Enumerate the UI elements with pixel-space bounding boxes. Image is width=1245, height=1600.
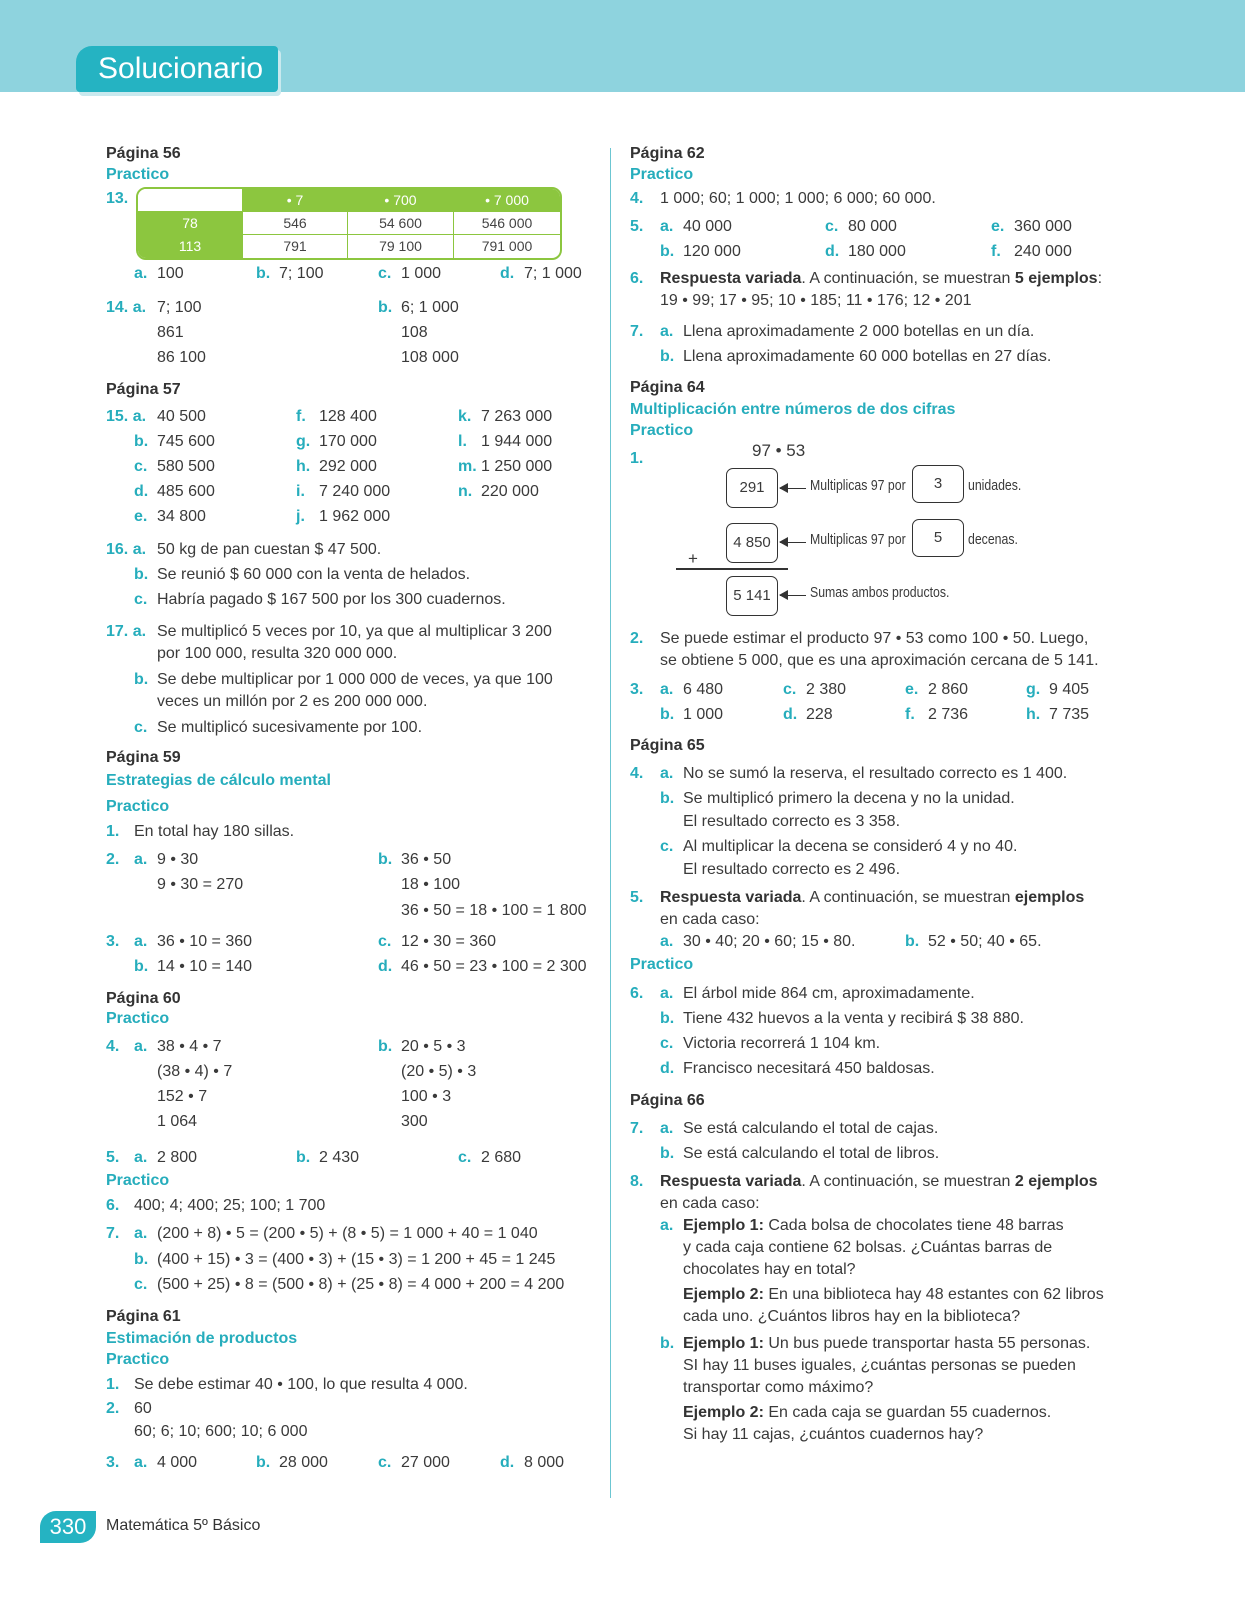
answer-text: SI hay 11 buses iguales, ¿cuántas personas se pueden [683,1357,1076,1374]
answer-text: 7; 100 [279,265,324,282]
answer-text: Se multiplicó primero la decena y no la unidad. [683,790,1015,807]
item-number: 7. [106,1225,120,1242]
item-number: 4. [630,190,644,207]
section-heading: Practico [106,1351,170,1368]
answer-text: 1 250 000 [481,458,553,475]
item-number: f. [296,408,306,425]
page-heading: Página 65 [630,737,705,754]
answer-text: 40 000 [683,218,732,235]
answer-text: Llena aproximadamente 60 000 botellas en 27 días. [683,348,1052,365]
item-number: b. [378,299,393,316]
answer-text: Se multiplicó sucesivamente por 100. [157,719,423,736]
item-number: b. [660,348,675,365]
item-number: b. [134,1251,149,1268]
item-number: f. [991,243,1001,260]
item-number: b. [660,243,675,260]
item-number: b. [660,706,675,723]
answer-text: 228 [806,706,833,723]
answer-text: 2 430 [319,1149,360,1166]
item-number: b. [660,1010,675,1027]
item-number: e. [134,508,148,525]
answer-text: 120 000 [683,243,741,260]
section-title-tab [76,46,278,92]
item-number: a. [134,1454,148,1471]
answer-text: 360 000 [1014,218,1072,235]
answer-text: 220 000 [481,483,539,500]
item-number: a. [660,765,674,782]
item-number: 3. [630,681,644,698]
answer-text: 7; 100 [157,299,202,316]
answer-text: 152 • 7 [157,1088,208,1105]
item-number: a. [660,985,674,1002]
item-number: 7. [630,1120,644,1137]
answer-text: 1 000; 60; 1 000; 1 000; 6 000; 60 000. [660,190,936,207]
answer-text: 34 800 [157,508,206,525]
answer-text: 9 405 [1049,681,1090,698]
answer-text: No se sumó la reserva, el resultado correcto es 1 400. [683,765,1068,782]
item-number: 2. [106,851,120,868]
item-number: a. [134,1225,148,1242]
answer-text: 485 600 [157,483,215,500]
answer-text: y cada caja contiene 62 bolsas. ¿Cuántas barras de [683,1239,1053,1256]
answer-text: 1 064 [157,1113,198,1130]
item-number: c. [458,1149,472,1166]
section-title: Solucionario [98,52,264,85]
table-row-header: 78 [138,212,242,234]
answer-text: 1 962 000 [319,508,391,525]
answer-text: Ejemplo 1: Cada bolsa de chocolates tiene 48 barras [683,1217,1064,1234]
item-number: c. [660,838,674,855]
answer-text: 52 • 50; 40 • 65. [928,933,1042,950]
answer-text: Si hay 11 cajas, ¿cuántos cuadernos hay? [683,1426,984,1443]
section-heading: Practico [106,1172,170,1189]
item-number: j. [296,508,305,525]
item-number: e. [905,681,919,698]
answer-text: 7 263 000 [481,408,553,425]
table-cell: 54 600 [379,215,422,231]
answer-text: 9 • 30 = 270 [157,876,244,893]
item-number: a. [660,323,674,340]
section-heading: Multiplicación entre números de dos cifras [630,401,956,418]
item-number: 15. a. [106,408,147,425]
answer-text: 300 [401,1113,428,1130]
item-number: 6. [630,985,644,1002]
item-number: n. [458,483,473,500]
answer-text: Ejemplo 1: Un bus puede transportar hasta 55 personas. [683,1335,1091,1352]
item-number: c. [134,591,148,608]
answer-text: 100 • 3 [401,1088,452,1105]
item-number: f. [905,706,915,723]
answer-text: 60; 6; 10; 600; 10; 6 000 [134,1423,308,1440]
item-number: e. [991,218,1005,235]
item-number: k. [458,408,472,425]
item-number: 13. [106,190,129,207]
diagram-label: Sumas ambos productos. [810,584,950,601]
item-number: 14. a. [106,299,147,316]
answer-text: 28 000 [279,1454,328,1471]
item-number: b. [134,671,149,688]
item-number: 8. [630,1173,644,1190]
answer-text: El resultado correcto es 3 358. [683,813,901,830]
item-number: 1. [106,823,120,840]
answer-text: El resultado correcto es 2 496. [683,861,901,878]
answer-text: Se puede estimar el producto 97 • 53 como 100 • 50. Luego, [660,630,1089,647]
answer-text: (500 + 25) • 8 = (500 • 8) + (25 • 8) = 4 000 + 200 = 4 200 [157,1276,565,1293]
item-number: g. [1026,681,1041,698]
answer-text: Se debe multiplicar por 1 000 000 de veces, ya que 100 [157,671,553,688]
page-heading: Página 61 [106,1308,181,1325]
item-number: a. [660,933,674,950]
page-heading: Página 57 [106,381,181,398]
table-cell: 546 [283,215,307,231]
answer-text: 7 735 [1049,706,1090,723]
item-number: 6. [630,270,644,287]
answer-text: en cada caso: [660,1195,760,1212]
multiplication-table [136,187,562,260]
product-box: 4 850 [726,523,778,563]
item-number: 2. [630,630,644,647]
answer-text: 7; 1 000 [524,265,582,282]
sum-box: 5 141 [726,576,778,616]
plus-sign: + [688,549,698,568]
page-number: 330 [40,1511,96,1543]
answer-text: Tiene 432 huevos a la venta y recibirá $ 38 880. [683,1010,1024,1027]
item-number: c. [134,458,148,475]
answer-text: 27 000 [401,1454,450,1471]
diagram-label: Multiplicas 97 por [810,531,906,548]
item-number: a. [660,218,674,235]
item-number: 4. [630,765,644,782]
item-number: b. [296,1149,311,1166]
item-number: g. [296,433,311,450]
item-number: d. [500,265,515,282]
answer-text: transportar como máximo? [683,1379,874,1396]
item-number: b. [256,265,271,282]
page-heading: Página 56 [106,145,181,162]
answer-text: 1 000 [401,265,442,282]
item-number: 16. a. [106,541,147,558]
answer-text: 861 [157,324,184,341]
item-number: 5. [630,889,644,906]
answer-text: 580 500 [157,458,215,475]
item-number: l. [458,433,467,450]
answer-text: 30 • 40; 20 • 60; 15 • 80. [683,933,856,950]
item-number: m. [458,458,477,475]
section-heading: Practico [630,166,694,183]
item-number: 4. [106,1038,120,1055]
item-number: 7. [630,323,644,340]
item-number: c. [134,719,148,736]
item-number: c. [825,218,839,235]
item-number: a. [660,1120,674,1137]
answer-text: Se debe estimar 40 • 100, lo que resulta 4 000. [134,1376,468,1393]
table-cell: 546 000 [481,215,533,231]
answer-text: 80 000 [848,218,897,235]
book-title: Matemática 5º Básico [106,1517,261,1534]
answer-text: 14 • 10 = 140 [157,958,253,975]
item-number: a. [134,1038,148,1055]
table-header: • 7 [243,189,347,211]
answer-text: 50 kg de pan cuestan $ 47 500. [157,541,382,558]
section-heading: Estimación de productos [106,1330,298,1347]
section-heading: Practico [630,422,694,439]
answer-text: 2 680 [481,1149,522,1166]
answer-text: 38 • 4 • 7 [157,1038,222,1055]
diagram-label: decenas. [968,531,1018,548]
sum-line [676,568,788,570]
item-number: c. [660,1035,674,1052]
answer-text: Se está calculando el total de libros. [683,1145,940,1162]
item-number: c. [378,933,392,950]
answer-text: en cada caso: [660,911,760,928]
answer-text: 1 944 000 [481,433,553,450]
item-number: 2. [106,1400,120,1417]
diagram-operation: 97 • 53 [752,441,806,460]
item-number: a. [134,265,148,282]
answer-text: 20 • 5 • 3 [401,1038,466,1055]
answer-text: 46 • 50 = 23 • 100 = 2 300 [401,958,587,975]
answer-text: chocolates hay en total? [683,1261,856,1278]
answer-text: (20 • 5) • 3 [401,1063,477,1080]
answer-text: 36 • 50 = 18 • 100 = 1 800 [401,902,587,919]
diagram-label: Multiplicas 97 por [810,477,906,494]
page-heading: Página 62 [630,145,705,162]
answer-text: 2 860 [928,681,969,698]
answer-text: 745 600 [157,433,215,450]
item-number: c. [378,1454,392,1471]
item-number: b. [256,1454,271,1471]
item-number: b. [134,958,149,975]
item-number: c. [783,681,797,698]
item-number: 3. [106,1454,120,1471]
answer-text: Ejemplo 2: En cada caja se guardan 55 cuadernos. [683,1404,1052,1421]
item-number: a. [660,1217,674,1234]
page-heading: Página 60 [106,990,181,1007]
answer-text: 8 000 [524,1454,565,1471]
section-heading: Practico [106,798,170,815]
item-number: a. [134,933,148,950]
section-heading: Estrategias de cálculo mental [106,772,331,789]
answer-text: 4 000 [157,1454,198,1471]
answer-text: se obtiene 5 000, que es una aproximación cercana de 5 141. [660,652,1099,669]
section-heading: Practico [630,956,694,973]
answer-text: (200 + 8) • 5 = (200 • 5) + (8 • 5) = 1 000 + 40 = 1 040 [157,1225,538,1242]
page-heading: Página 59 [106,749,181,766]
product-box: 291 [726,468,778,508]
answer-text: 292 000 [319,458,377,475]
item-number: a. [660,681,674,698]
table-header: • 700 [348,189,453,211]
answer-text: Se está calculando el total de cajas. [683,1120,939,1137]
table-cell: 791 [283,238,307,254]
item-number: h. [1026,706,1041,723]
table-cell: 791 000 [481,238,533,254]
answer-text: 128 400 [319,408,377,425]
answer-text: Llena aproximadamente 2 000 botellas en un día. [683,323,1035,340]
item-number: b. [660,1335,675,1352]
answer-text: 240 000 [1014,243,1072,260]
digit-box: 3 [912,465,964,503]
answer-text: 60 [134,1400,152,1417]
table-header: • 7 000 [454,189,560,211]
item-number: a. [134,1149,148,1166]
answer-text: Respuesta variada. A continuación, se muestran ejemplos [660,889,1085,906]
item-number: 5. [106,1149,120,1166]
item-number: b. [378,851,393,868]
answer-text: El árbol mide 864 cm, aproximadamente. [683,985,975,1002]
answer-text: Se multiplicó 5 veces por 10, ya que al multiplicar 3 200 [157,623,552,640]
answer-text: Ejemplo 2: En una biblioteca hay 48 estantes con 62 libros [683,1286,1104,1303]
item-number: c. [134,1276,148,1293]
table-cell: 79 100 [379,238,422,254]
answer-text: Respuesta variada. A continuación, se muestran 5 ejemplos: [660,270,1103,287]
answer-text: 7 240 000 [319,483,391,500]
answer-text: Respuesta variada. A continuación, se muestran 2 ejemplos [660,1173,1098,1190]
item-number: d. [134,483,149,500]
answer-text: 86 100 [157,349,206,366]
answer-text: 2 736 [928,706,969,723]
answer-text: veces un millón por 2 es 200 000 000. [157,693,428,710]
answer-text: cada uno. ¿Cuántos libros hay en la biblioteca? [683,1308,1021,1325]
answer-text: 1 000 [683,706,724,723]
item-number: 3. [106,933,120,950]
answer-text: 108 000 [401,349,459,366]
item-number: c. [378,265,392,282]
answer-text: 180 000 [848,243,906,260]
answer-text: Victoria recorrerá 1 104 km. [683,1035,881,1052]
item-number: d. [825,243,840,260]
answer-text: Se reunió $ 60 000 con la venta de helados. [157,566,471,583]
answer-text: 6 480 [683,681,724,698]
answer-text: Habría pagado $ 167 500 por los 300 cuadernos. [157,591,506,608]
answer-text: Francisco necesitará 450 baldosas. [683,1060,935,1077]
answer-text: 2 380 [806,681,847,698]
section-heading: Practico [106,166,170,183]
page-heading: Página 66 [630,1092,705,1109]
answer-text: 18 • 100 [401,876,460,893]
item-number: d. [783,706,798,723]
item-number: a. [134,851,148,868]
column-divider [610,148,611,1498]
answer-text: 19 • 99; 17 • 95; 10 • 185; 11 • 176; 12 • 201 [660,292,972,309]
answer-text: 36 • 10 = 360 [157,933,253,950]
item-number: d. [500,1454,515,1471]
item-number: h. [296,458,311,475]
item-number: d. [378,958,393,975]
answer-text: (400 + 15) • 3 = (400 • 3) + (15 • 3) = 1 200 + 45 = 1 245 [157,1251,556,1268]
answer-text: 108 [401,324,428,341]
item-number: b. [905,933,920,950]
item-number: b. [134,433,149,450]
item-number: b. [134,566,149,583]
answer-text: 6; 1 000 [401,299,459,316]
answer-text: (38 • 4) • 7 [157,1063,233,1080]
answer-text: 9 • 30 [157,851,199,868]
item-number: 1. [106,1376,120,1393]
item-number: b. [378,1038,393,1055]
answer-text: 40 500 [157,408,206,425]
table-row-header: 113 [138,235,242,258]
item-number: i. [296,483,305,500]
item-number: d. [660,1060,675,1077]
page-heading: Página 64 [630,379,705,396]
diagram-label: unidades. [968,477,1022,494]
item-number: 1. [630,450,644,467]
digit-box: 5 [912,519,964,557]
item-number: b. [660,790,675,807]
item-number: 5. [630,218,644,235]
item-number: 17. a. [106,623,147,640]
section-heading: Practico [106,1010,170,1027]
answer-text: Al multiplicar la decena se consideró 4 y no 40. [683,838,1018,855]
item-number: b. [660,1145,675,1162]
answer-text: 170 000 [319,433,377,450]
answer-text: por 100 000, resulta 320 000 000. [157,645,398,662]
answer-text: En total hay 180 sillas. [134,823,295,840]
item-number: 6. [106,1197,120,1214]
answer-text: 12 • 30 = 360 [401,933,497,950]
answer-text: 400; 4; 400; 25; 100; 1 700 [134,1197,326,1214]
answer-text: 36 • 50 [401,851,452,868]
answer-text: 100 [157,265,184,282]
answer-text: 2 800 [157,1149,198,1166]
